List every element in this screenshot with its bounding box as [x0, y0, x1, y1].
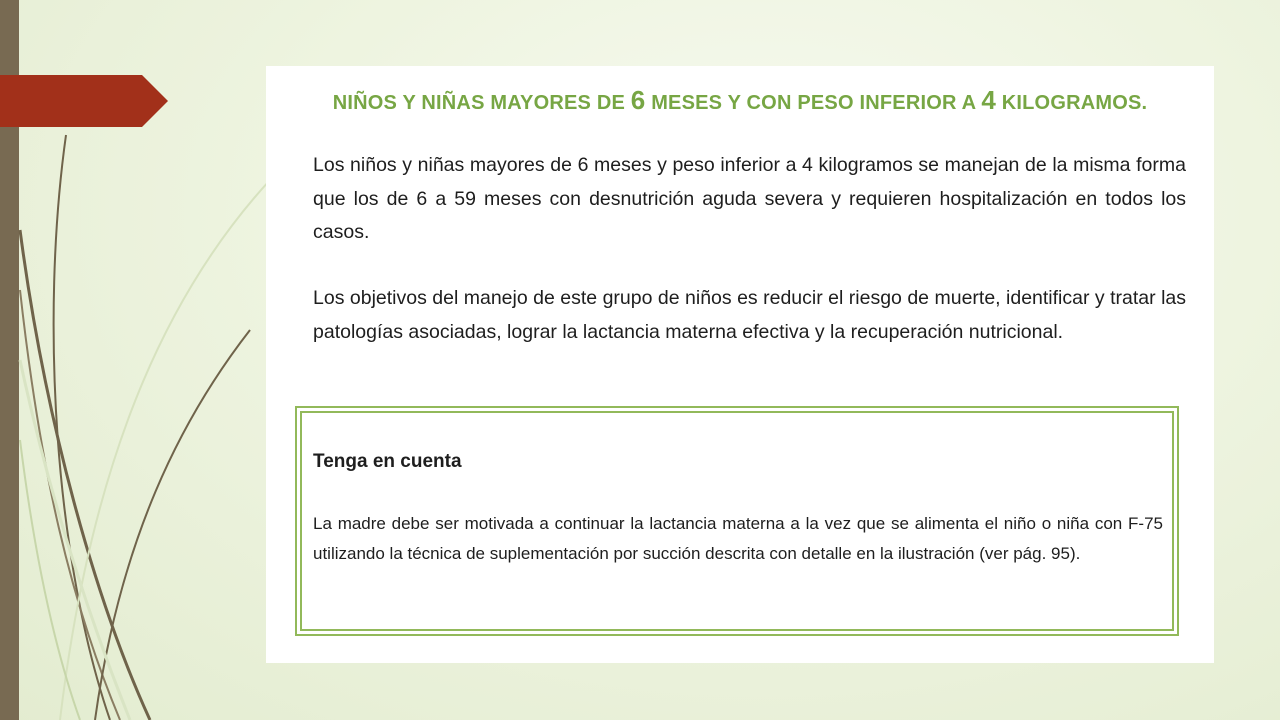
paragraph-2: Los objetivos del manejo de este grupo de niños es reducir el riesgo de muerte, identificar y tratar las patologías asociadas, lograr la lactancia materna efectiva y la recuperación nutricional. — [313, 287, 1186, 343]
note-title: Tenga en cuenta — [313, 451, 462, 472]
paragraph-1: Los niños y niñas mayores de 6 meses y peso inferior a 4 kilogramos se manejan de la misma forma que los de 6 a 59 meses con desnutrición aguda severa y requieren hospitalización en todos los casos. — [313, 154, 1186, 243]
note-box — [300, 411, 1174, 631]
document-title: NIÑOS Y NIÑAS MAYORES DE 6 MESES Y CON PESO INFERIOR A 4 KILOGRAMOS. — [332, 85, 1148, 115]
note-text: La madre debe ser motivada a continuar la lactancia materna a la vez que se alimenta el niño o niña con F-75 utilizando la técnica de suplementación por succión descrita con detalle en la ilustración (ver pág. 95). — [313, 514, 1163, 563]
document-image — [266, 66, 1214, 663]
arrow-banner — [0, 75, 168, 127]
